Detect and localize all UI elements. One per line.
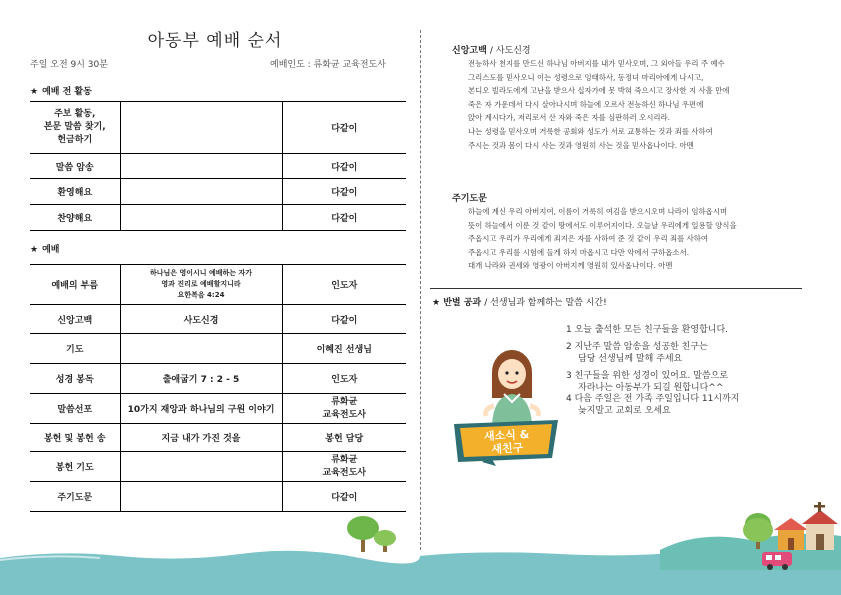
worship-heading: ★ 예배 bbox=[30, 245, 60, 255]
pre-worship-heading: ★ 예배 전 활동 bbox=[30, 87, 92, 97]
table-row: 주보 활동, 본문 말씀 찾기, 헌금하기 다같이 bbox=[30, 102, 406, 154]
table-row: 주기도문 다같이 bbox=[30, 482, 406, 512]
table-row: 성경 봉독 출애굽기 7 : 2 - 5 인도자 bbox=[30, 364, 406, 394]
table-row: 말씀선포 10가지 재앙과 하나님의 구원 이야기 류화균 교육전도사 bbox=[30, 394, 406, 424]
star-icon: ★ bbox=[30, 87, 39, 97]
table-row: 환영해요 다같이 bbox=[30, 179, 406, 205]
list-item: 1 오늘 출석한 모든 친구들을 환영합니다. bbox=[566, 325, 729, 335]
pre-worship-table bbox=[30, 101, 406, 231]
table-row: 찬양해요 다같이 bbox=[30, 205, 406, 231]
tree-icon bbox=[740, 515, 776, 551]
girl-illustration-icon bbox=[476, 346, 548, 426]
page-title: 아동부 예배 순서 bbox=[147, 31, 283, 51]
star-icon: ★ bbox=[432, 298, 441, 308]
list-item: 4 다음 주일은 전 가족 주일입니다 11시까지 늦지말고 교회로 오세요 bbox=[566, 393, 740, 416]
table-row: 기도 이혜진 선생님 bbox=[30, 334, 406, 364]
banner-text: 새소식 & 새친구 bbox=[483, 427, 530, 456]
table-row: 예배의 부름 하나님은 영이시니 예배하는 자가 영과 진리로 예배할지니라 요한복음 4:24 인도자 bbox=[30, 265, 406, 305]
lords-prayer-heading: 주기도문 bbox=[452, 194, 487, 204]
service-leader: 예배인도 : 류화균 교육전도사 bbox=[270, 60, 386, 70]
creed-text: 전능하사 천지를 만드신 하나님 아버지를 내가 믿사오며, 그 외아들 우리 주 예수 그리스도를 믿사오니 이는 성령으로 잉태하사, 동정녀 마리아에게 나시고, 본디오 빌라도에게 고난을 받으사 십자가에 못 박혀 죽으시고 장사한 지 사흘 만에 죽은 자 가운데서 다시 살아나시며 하늘에 오르사 전능하신 하나님 우편에 앉아 계시다가, 저리로서 산 자와 죽은 자를 심판하러 오시리라. 나는 성령을 믿사오며 거룩한 공회와 성도가 서로 교통하는 것과 죄를 사하여 주시는 것과 몸이 다시 사는 것과 영원히 사는 것을 믿사옵나이다. 아멘 bbox=[468, 59, 730, 150]
creed-heading: 신앙고백 / 사도신경 bbox=[452, 46, 531, 56]
list-item: 2 지난주 말씀 암송을 성공한 친구는 담당 선생님께 말해 주세요 bbox=[566, 341, 708, 364]
worship-table bbox=[30, 264, 406, 512]
star-icon: ★ bbox=[30, 245, 39, 255]
list-item: 3 친구들을 위한 성경이 있어요. 말씀으로 자라나는 아동부가 되길 원합니다^^ bbox=[566, 370, 729, 393]
table-row: 봉헌 기도 류화균 교육전도사 bbox=[30, 452, 406, 482]
section-rule bbox=[430, 288, 802, 289]
class-heading: ★ 반별 공과 / 선생님과 함께하는 말씀 시간! bbox=[432, 298, 607, 308]
table-row: 말씀 암송 다같이 bbox=[30, 154, 406, 179]
table-row: 신앙고백 사도신경 다같이 bbox=[30, 305, 406, 334]
table-row: 봉헌 및 봉헌 송 지금 내가 가진 것을 봉헌 담당 bbox=[30, 424, 406, 452]
page-divider bbox=[420, 30, 421, 550]
lords-prayer-text: 하늘에 계신 우리 아버지여, 이름이 거룩히 여김을 받으시오며 나라이 임하옵시며 뜻이 하늘에서 이룬 것 같이 땅에서도 이루어지이다. 오늘날 우리에게 일용할 양식을 주옵시고 우리가 우리에게 죄지은 자를 사하여 준 것 같이 우리 죄를 사하여 주옵시고 우리를 시험에 들게 하지 마옵시고 다만 악에서 구하옵소서. 대개 나라와 권세와 영광이 아버지께 영원히 있사옵나이다. 아멘 bbox=[468, 207, 737, 271]
service-time: 주일 오전 9시 30분 bbox=[30, 60, 108, 70]
notice-list bbox=[566, 324, 739, 422]
